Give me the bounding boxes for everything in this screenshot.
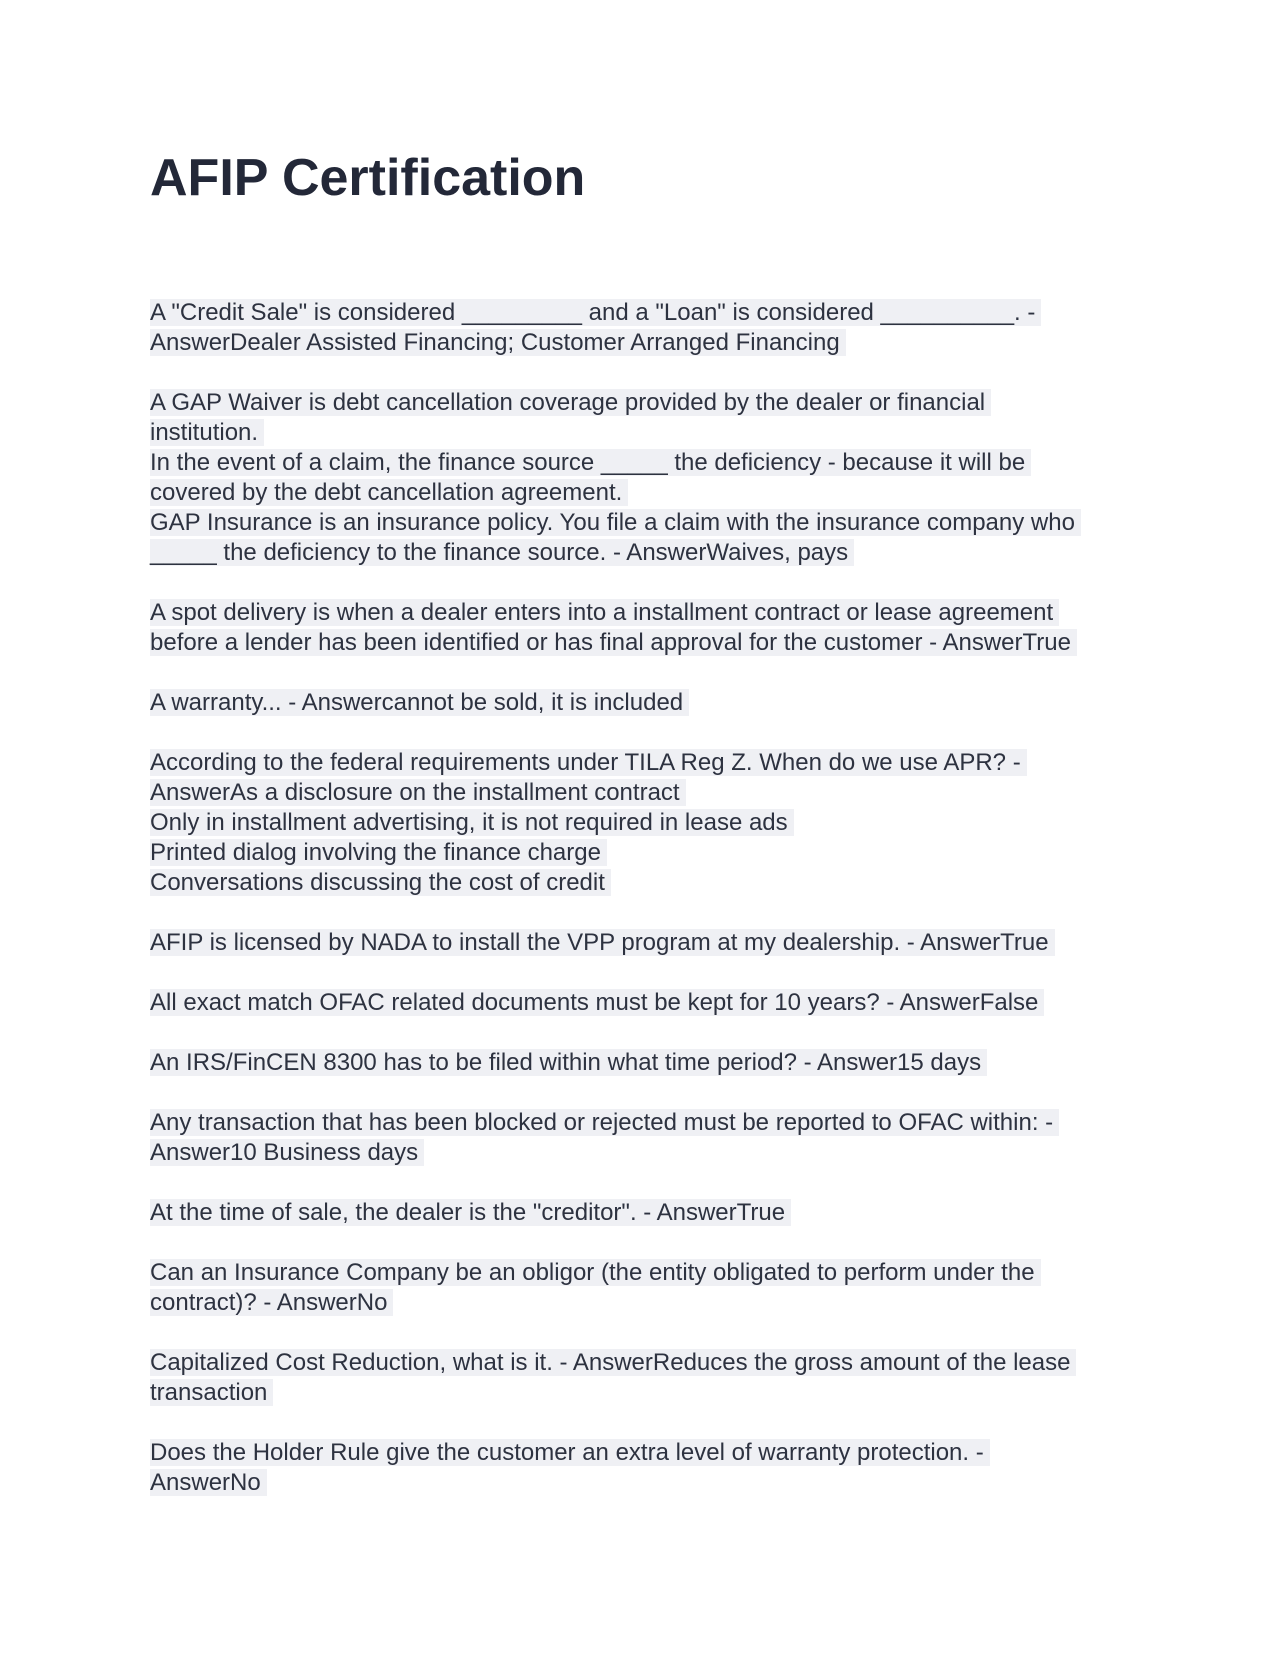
qa-line: A "Credit Sale" is considered _________ and a "Loan" is considered __________. - [150, 298, 1140, 328]
qa-line: institution. [150, 418, 1140, 448]
qa-line: Can an Insurance Company be an obligor (the entity obligated to perform under the [150, 1258, 1140, 1288]
qa-item-cap-cost-reduction [150, 1348, 1140, 1408]
qa-item-irs-8300 [150, 1048, 1140, 1078]
qa-line: AFIP is licensed by NADA to install the VPP program at my dealership. - AnswerTrue [150, 928, 1140, 958]
qa-item-gap-waiver [150, 388, 1140, 568]
qa-item-spot-delivery [150, 598, 1140, 658]
qa-line: AnswerNo [150, 1468, 1140, 1498]
qa-line: Printed dialog involving the finance charge [150, 838, 1140, 868]
qa-line: A GAP Waiver is debt cancellation coverage provided by the dealer or financial [150, 388, 1140, 418]
qa-line: Conversations discussing the cost of credit [150, 868, 1140, 898]
qa-item-apr [150, 748, 1140, 898]
qa-list [150, 298, 1140, 1528]
qa-line: Any transaction that has been blocked or rejected must be reported to OFAC within: - [150, 1108, 1140, 1138]
qa-item-holder-rule [150, 1438, 1140, 1498]
qa-line: covered by the debt cancellation agreement. [150, 478, 1140, 508]
qa-line: contract)? - AnswerNo [150, 1288, 1140, 1318]
qa-line: A spot delivery is when a dealer enters into a installment contract or lease agreement [150, 598, 1140, 628]
qa-line: According to the federal requirements under TILA Reg Z. When do we use APR? - [150, 748, 1140, 778]
qa-line: Answer10 Business days [150, 1138, 1140, 1168]
qa-line: All exact match OFAC related documents must be kept for 10 years? - AnswerFalse [150, 988, 1140, 1018]
document-title: AFIP Certification [150, 149, 586, 207]
qa-item-credit-sale [150, 298, 1140, 358]
qa-item-afip-vpp [150, 928, 1140, 958]
qa-line: In the event of a claim, the finance source _____ the deficiency - because it will be [150, 448, 1140, 478]
qa-line: _____ the deficiency to the finance source. - AnswerWaives, pays [150, 538, 1140, 568]
qa-line: transaction [150, 1378, 1140, 1408]
qa-line: An IRS/FinCEN 8300 has to be filed within what time period? - Answer15 days [150, 1048, 1140, 1078]
qa-line: A warranty... - Answercannot be sold, it is included [150, 688, 1140, 718]
qa-line: Does the Holder Rule give the customer an extra level of warranty protection. - [150, 1438, 1140, 1468]
qa-item-obligor [150, 1258, 1140, 1318]
qa-line: Only in installment advertising, it is not required in lease ads [150, 808, 1140, 838]
qa-line: Capitalized Cost Reduction, what is it. - AnswerReduces the gross amount of the lease [150, 1348, 1140, 1378]
qa-line: GAP Insurance is an insurance policy. You file a claim with the insurance company who [150, 508, 1140, 538]
qa-item-creditor [150, 1198, 1140, 1228]
qa-line: AnswerAs a disclosure on the installment contract [150, 778, 1140, 808]
qa-line: before a lender has been identified or has final approval for the customer - AnswerTrue [150, 628, 1140, 658]
qa-line: AnswerDealer Assisted Financing; Customer Arranged Financing [150, 328, 1140, 358]
qa-item-warranty [150, 688, 1140, 718]
qa-item-ofac-blocked [150, 1108, 1140, 1168]
qa-line: At the time of sale, the dealer is the "creditor". - AnswerTrue [150, 1198, 1140, 1228]
qa-item-ofac-documents [150, 988, 1140, 1018]
